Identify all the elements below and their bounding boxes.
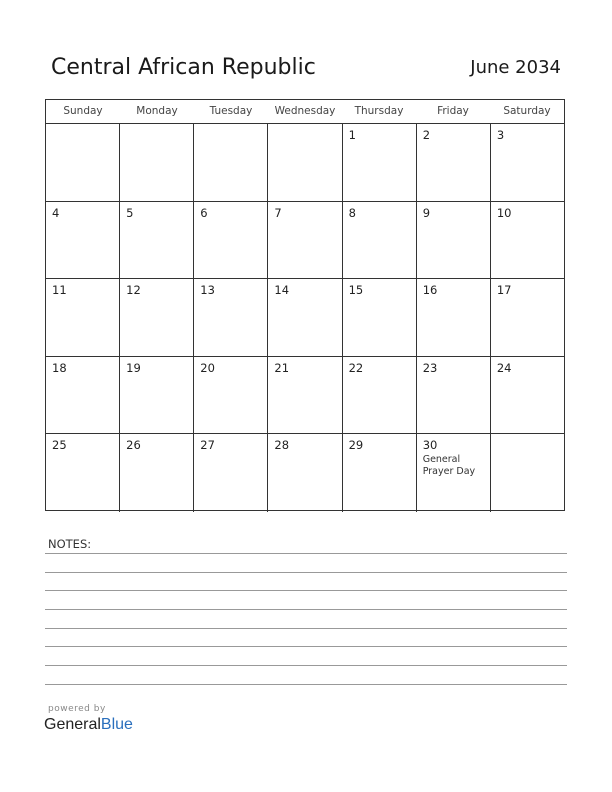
week-row-3 (46, 279, 564, 357)
day-cell (46, 434, 120, 512)
weekday-saturday: Saturday (503, 105, 551, 117)
day-cell (120, 124, 194, 201)
day-cell (491, 434, 564, 512)
holiday-label: General Prayer Day (422, 454, 476, 478)
note-line (45, 628, 567, 629)
weekday-monday: Monday (136, 105, 178, 117)
weekday-tuesday: Tuesday (209, 105, 253, 117)
day-number: 30 (422, 438, 438, 453)
day-number: 3 (496, 128, 505, 142)
day-cell (491, 124, 564, 201)
calendar-grid (45, 99, 565, 511)
day-number: 27 (200, 438, 215, 453)
brand-general: General (44, 716, 101, 733)
week-row-5 (46, 434, 564, 512)
day-number: 18 (52, 360, 67, 375)
day-number: 16 (422, 283, 438, 298)
day-number: 7 (274, 205, 282, 220)
note-line (45, 609, 567, 610)
day-cell (417, 357, 491, 434)
day-number: 26 (126, 438, 141, 453)
week-row-2 (46, 202, 564, 280)
day-cell (491, 357, 564, 434)
day-cell (194, 357, 268, 434)
day-number: 24 (496, 360, 512, 375)
day-number: 12 (126, 283, 141, 298)
day-cell (194, 279, 268, 356)
day-number: 8 (348, 205, 356, 220)
day-cell (491, 202, 564, 279)
day-cell (491, 279, 564, 356)
week-row-1 (46, 124, 564, 202)
day-number: 23 (422, 360, 438, 375)
day-cell (268, 279, 342, 356)
day-number: 6 (200, 205, 208, 220)
day-cell (343, 434, 417, 512)
day-cell (120, 357, 194, 434)
generalblue-logo[interactable] (44, 716, 133, 734)
day-number: 15 (348, 283, 364, 298)
day-cell (417, 202, 491, 279)
weekday-sunday: Sunday (63, 105, 103, 117)
day-number: 9 (422, 205, 431, 220)
day-number: 11 (52, 283, 67, 298)
note-line (45, 665, 567, 666)
day-number: 22 (348, 360, 364, 375)
day-number: 21 (274, 360, 290, 375)
day-number: 13 (200, 283, 215, 298)
day-cell (46, 357, 120, 434)
note-line (45, 572, 567, 573)
day-number: 20 (200, 360, 215, 375)
day-cell (120, 434, 194, 512)
notes-label: NOTES: (48, 537, 92, 551)
day-number: 25 (52, 438, 67, 453)
day-cell (194, 202, 268, 279)
day-number: 19 (126, 360, 141, 375)
day-cell (417, 279, 491, 356)
day-number: 5 (126, 205, 134, 220)
weekday-wednesday: Wednesday (274, 105, 336, 117)
day-number: 28 (274, 438, 290, 453)
day-cell (417, 434, 491, 512)
powered-by-text: powered by (48, 704, 106, 714)
day-cell (343, 124, 417, 201)
day-cell (120, 202, 194, 279)
day-cell (268, 434, 342, 512)
day-cell (120, 279, 194, 356)
day-cell (268, 202, 342, 279)
day-number: 14 (274, 283, 290, 298)
day-cell (46, 124, 120, 201)
weekday-thursday: Thursday (354, 105, 404, 117)
day-cell (417, 124, 491, 201)
day-cell (268, 357, 342, 434)
note-line (45, 684, 567, 685)
note-line (45, 590, 567, 591)
day-cell (46, 279, 120, 356)
day-cell (343, 279, 417, 356)
day-number: 29 (348, 438, 364, 453)
calendar-country-title: Central African Republic (51, 55, 316, 80)
day-number: 17 (496, 283, 512, 298)
note-line (45, 553, 567, 554)
day-number: 1 (348, 128, 356, 142)
day-cell (343, 202, 417, 279)
weekday-friday: Friday (437, 105, 469, 117)
day-cell (194, 434, 268, 512)
week-row-4 (46, 357, 564, 435)
weekday-header-row (46, 100, 564, 124)
day-cell (268, 124, 342, 201)
day-number: 10 (496, 205, 512, 220)
day-number: 4 (52, 205, 60, 220)
note-line (45, 646, 567, 647)
brand-blue: Blue (100, 716, 133, 733)
day-cell (194, 124, 268, 201)
calendar-month-year: June 2034 (470, 57, 561, 78)
day-cell (46, 202, 120, 279)
day-cell (343, 357, 417, 434)
day-number: 2 (422, 128, 431, 142)
